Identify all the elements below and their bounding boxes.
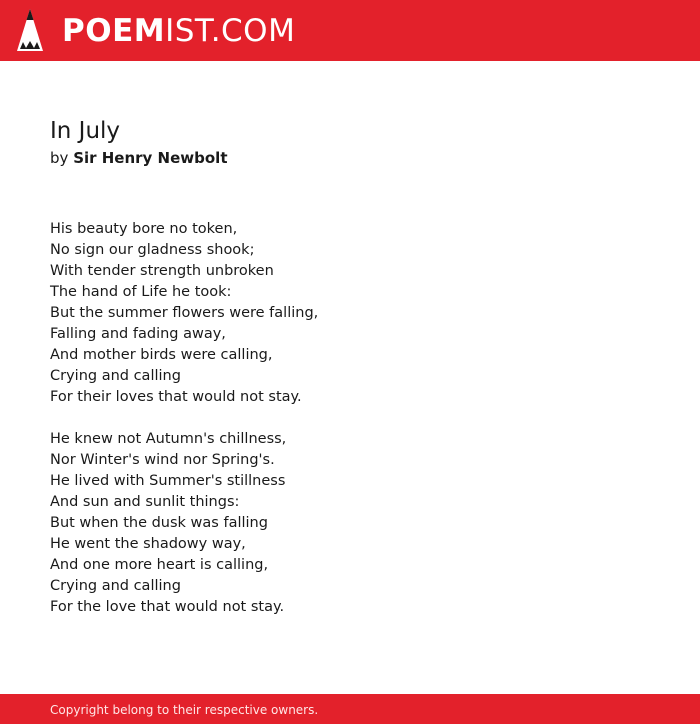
pencil-icon[interactable] xyxy=(17,9,43,51)
stanza xyxy=(50,429,650,618)
poem-line: But when the dusk was falling xyxy=(50,515,268,531)
logo-bold-text: POEM xyxy=(62,13,166,49)
poem-body xyxy=(50,219,650,618)
poem-line: His beauty bore no token, xyxy=(50,221,238,237)
poem-line: No sign our gladness shook; xyxy=(50,242,255,258)
poem-line: He knew not Autumn's chillness, xyxy=(50,431,287,447)
poem-line: He went the shadowy way, xyxy=(50,536,246,552)
poem-line: And sun and sunlit things: xyxy=(50,494,240,510)
poem-line: For their loves that would not stay. xyxy=(50,389,302,405)
poem-line: Falling and fading away, xyxy=(50,326,226,342)
site-logo[interactable] xyxy=(62,12,295,50)
stanza xyxy=(50,219,650,408)
by-label: by xyxy=(50,149,69,167)
poem-line: The hand of Life he took: xyxy=(50,284,232,300)
poem-line: And one more heart is calling, xyxy=(50,557,269,573)
byline xyxy=(50,148,650,168)
poem-line: And mother birds were calling, xyxy=(50,347,273,363)
poem-line: But the summer flowers were falling, xyxy=(50,305,319,321)
poem-line: Crying and calling xyxy=(50,578,181,594)
poem-line: Crying and calling xyxy=(50,368,181,384)
site-header xyxy=(0,0,700,61)
author-name: Sir Henry Newbolt xyxy=(73,149,228,167)
poem-line: He lived with Summer's stillness xyxy=(50,473,286,489)
poem-line: Nor Winter's wind nor Spring's. xyxy=(50,452,275,468)
site-footer xyxy=(0,694,700,724)
poem-title: In July xyxy=(50,118,121,144)
copyright-text: Copyright belong to their respective owners. xyxy=(50,703,319,717)
poem-container xyxy=(50,116,650,639)
logo-light-text: IST.COM xyxy=(165,13,296,49)
poem-line: For the love that would not stay. xyxy=(50,599,285,615)
poem-line: With tender strength unbroken xyxy=(50,263,274,279)
